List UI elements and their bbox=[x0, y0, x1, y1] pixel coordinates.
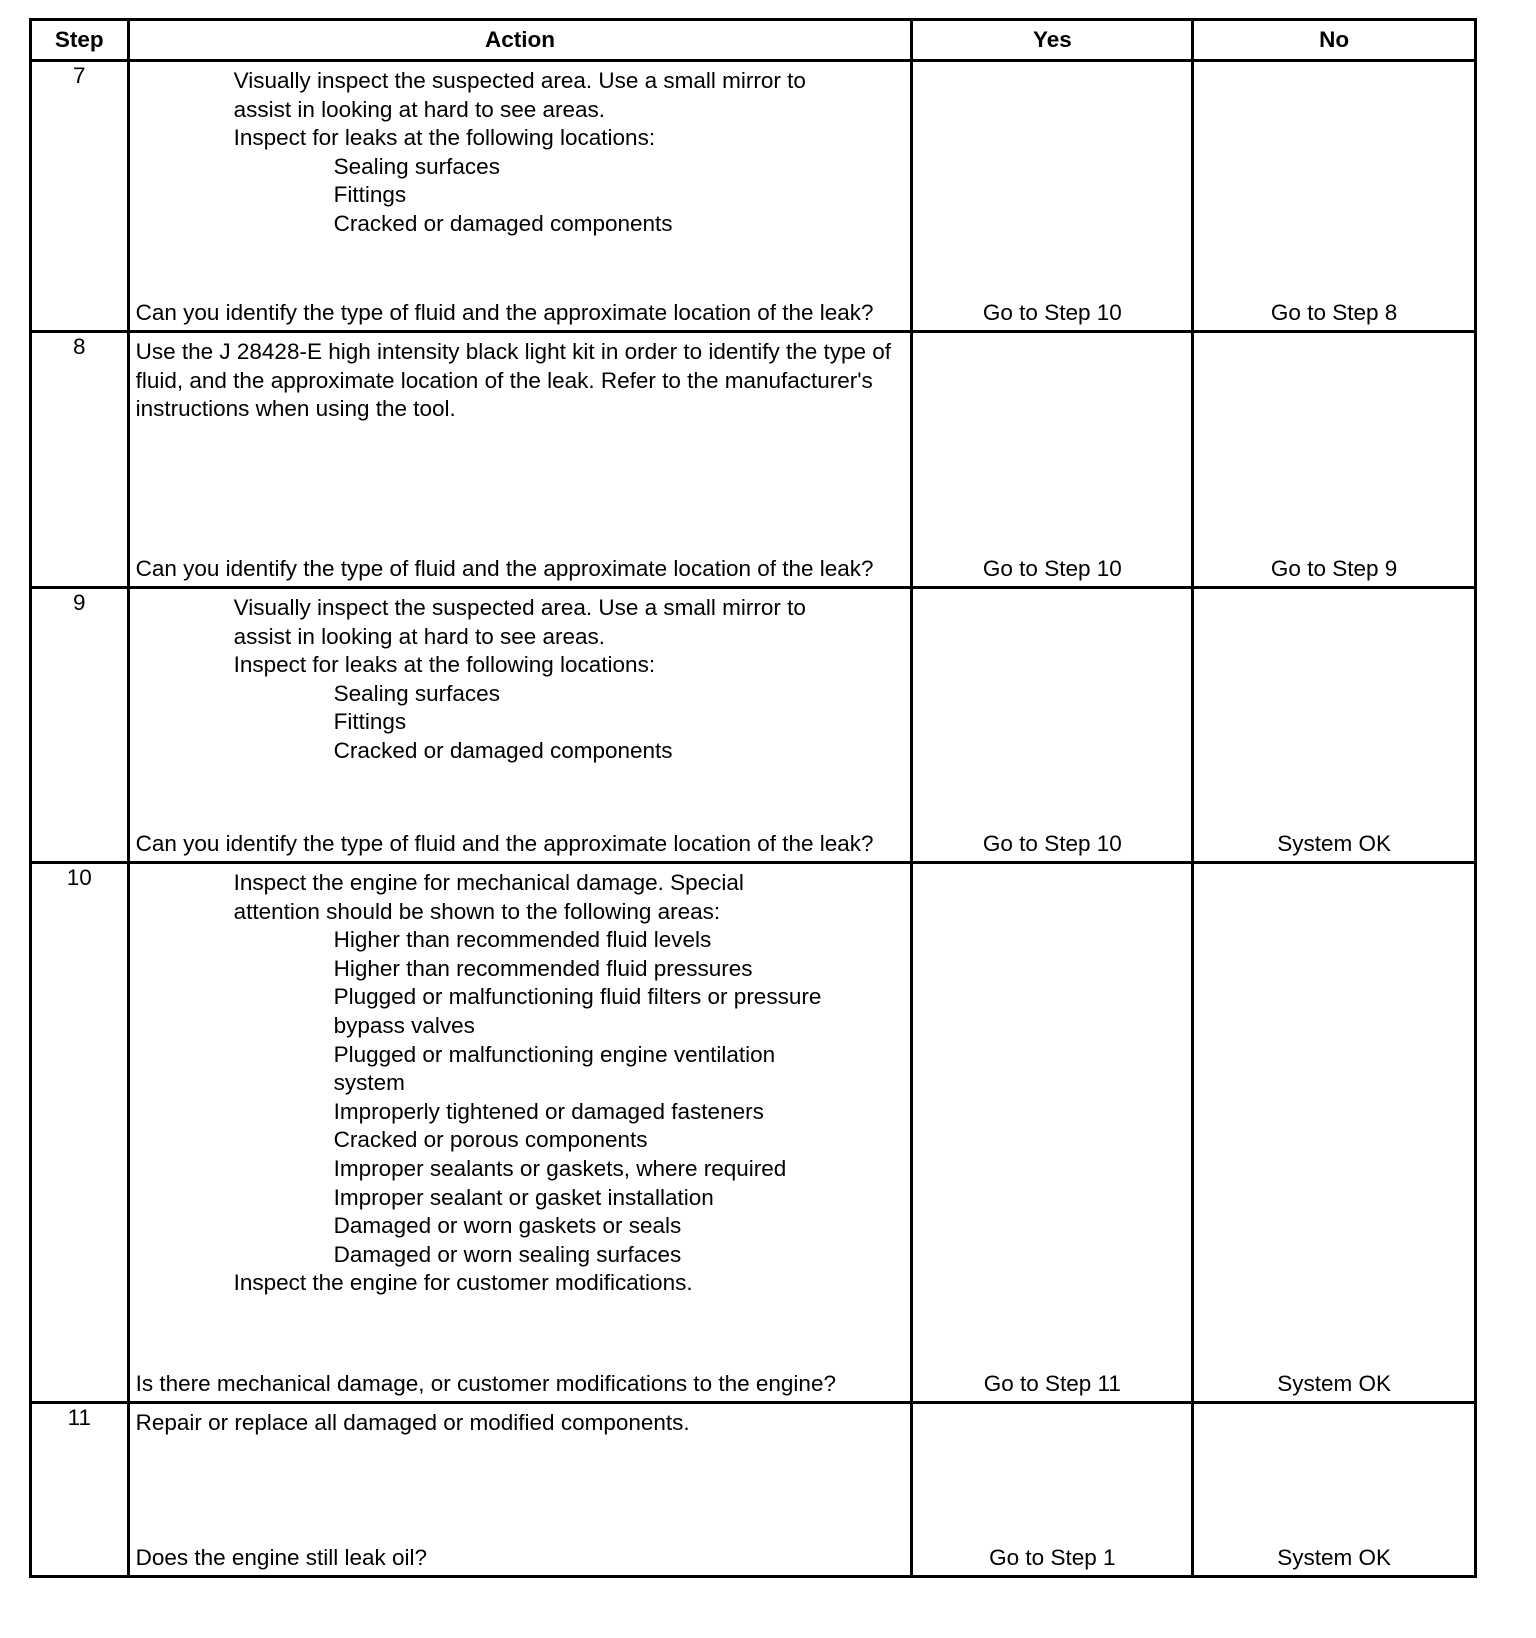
yes-cell bbox=[912, 863, 1193, 1403]
action-question: Can you identify the type of fluid and the approximate location of the leak? bbox=[135, 831, 874, 857]
list-item: Cracked or damaged components bbox=[333, 210, 673, 236]
header-no: No bbox=[1193, 20, 1476, 61]
action-question: Is there mechanical damage, or customer modifications to the engine? bbox=[135, 1371, 836, 1397]
step-number: 8 bbox=[31, 332, 129, 588]
list-item: Improper sealants or gaskets, where required bbox=[333, 1155, 787, 1181]
intro-line: Visually inspect the suspected area. Use a small mirror to bbox=[233, 68, 806, 93]
list-item: Damaged or worn sealing surfaces bbox=[333, 1241, 682, 1267]
action-cell bbox=[128, 863, 912, 1403]
header-yes: Yes bbox=[912, 20, 1193, 61]
list-item: Cracked or porous components bbox=[333, 1127, 648, 1153]
list-item: Fittings bbox=[333, 709, 407, 735]
list-item: Sealing surfaces bbox=[333, 153, 500, 179]
action-intro bbox=[130, 869, 911, 926]
step-number: 11 bbox=[31, 1403, 129, 1577]
no-cell bbox=[1193, 588, 1476, 863]
action-items bbox=[130, 926, 911, 1269]
list-item: Sealing surfaces bbox=[333, 680, 500, 706]
yes-result: Go to Step 10 bbox=[982, 831, 1122, 857]
intro-line: Visually inspect the suspected area. Use a small mirror to bbox=[233, 595, 806, 620]
action-intro bbox=[130, 67, 911, 153]
action-intro bbox=[130, 594, 911, 680]
table-row bbox=[31, 588, 1476, 863]
action-outro: Inspect the engine for customer modifications. bbox=[233, 1270, 693, 1296]
intro-line: assist in looking at hard to see areas. bbox=[233, 96, 606, 122]
action-question: Can you identify the type of fluid and the approximate location of the leak? bbox=[135, 556, 874, 582]
intro-line: Inspect the engine for mechanical damage. Special bbox=[233, 870, 744, 895]
yes-cell bbox=[912, 588, 1193, 863]
action-paragraph: Use the J 28428-E high intensity black light kit in order to identify the type of fluid, and the approximate location of the leak. Refer to the manufacturer's instructions when using the tool. bbox=[135, 339, 898, 422]
intro-line: attention should be shown to the following areas: bbox=[233, 898, 721, 924]
list-item: Fittings bbox=[333, 182, 407, 208]
no-cell bbox=[1193, 61, 1476, 332]
list-item: Improperly tightened or damaged fasteners bbox=[333, 1098, 764, 1124]
table-row bbox=[31, 1403, 1476, 1577]
list-item: Higher than recommended fluid levels bbox=[333, 927, 712, 953]
no-result: System OK bbox=[1277, 1545, 1391, 1571]
diagnostic-table bbox=[29, 18, 1477, 1578]
step-number: 9 bbox=[31, 588, 129, 863]
yes-result: Go to Step 11 bbox=[983, 1371, 1121, 1397]
action-cell bbox=[128, 332, 912, 588]
no-result: System OK bbox=[1277, 1371, 1391, 1397]
list-item: Higher than recommended fluid pressures bbox=[333, 955, 753, 981]
list-item: Damaged or worn gaskets or seals bbox=[333, 1213, 682, 1239]
yes-result: Go to Step 1 bbox=[989, 1545, 1116, 1571]
action-question: Does the engine still leak oil? bbox=[135, 1545, 428, 1571]
no-result: Go to Step 9 bbox=[1270, 556, 1398, 582]
action-cell bbox=[128, 588, 912, 863]
no-result: System OK bbox=[1277, 831, 1391, 857]
list-item: Improper sealant or gasket installation bbox=[333, 1184, 714, 1210]
list-item: Cracked or damaged components bbox=[333, 737, 673, 763]
step-number: 10 bbox=[31, 863, 129, 1403]
intro-line: Inspect for leaks at the following locations: bbox=[233, 652, 656, 678]
yes-cell bbox=[912, 1403, 1193, 1577]
no-cell bbox=[1193, 863, 1476, 1403]
action-cell bbox=[128, 1403, 912, 1577]
yes-cell bbox=[912, 61, 1193, 332]
action-question: Can you identify the type of fluid and the approximate location of the leak? bbox=[135, 300, 874, 326]
action-items bbox=[130, 153, 911, 239]
intro-line: assist in looking at hard to see areas. bbox=[233, 623, 606, 649]
yes-result: Go to Step 10 bbox=[982, 556, 1122, 582]
table-row bbox=[31, 61, 1476, 332]
no-cell bbox=[1193, 332, 1476, 588]
yes-cell bbox=[912, 332, 1193, 588]
no-cell bbox=[1193, 1403, 1476, 1577]
header-step: Step bbox=[31, 20, 129, 61]
header-action: Action bbox=[128, 20, 912, 61]
no-result: Go to Step 8 bbox=[1270, 300, 1398, 326]
table-row bbox=[31, 332, 1476, 588]
intro-line: Inspect for leaks at the following locations: bbox=[233, 125, 656, 151]
list-item: Plugged or malfunctioning fluid filters or pressure bypass valves bbox=[333, 984, 828, 1038]
action-items bbox=[130, 680, 911, 766]
step-number: 7 bbox=[31, 61, 129, 332]
action-cell bbox=[128, 61, 912, 332]
table-row bbox=[31, 863, 1476, 1403]
action-paragraph: Repair or replace all damaged or modified components. bbox=[135, 1410, 690, 1435]
header-row bbox=[31, 20, 1476, 61]
yes-result: Go to Step 10 bbox=[982, 300, 1122, 326]
list-item: Plugged or malfunctioning engine ventilation system bbox=[333, 1041, 782, 1096]
